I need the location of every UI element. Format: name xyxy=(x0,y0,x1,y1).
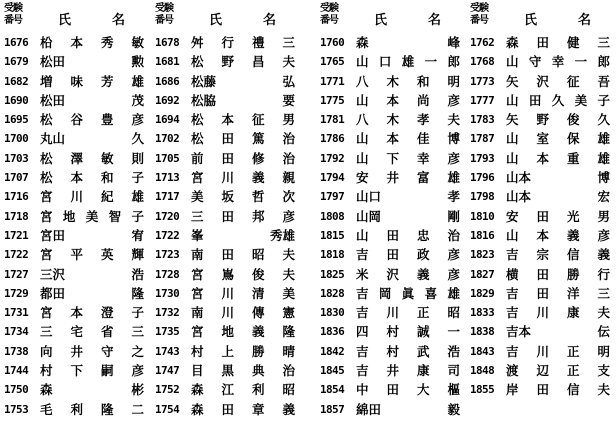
list-item xyxy=(0,322,150,341)
list-item xyxy=(466,303,616,322)
exam-number: 1773 xyxy=(470,74,495,88)
candidate-name: 宮 川 紀 雄 xyxy=(40,189,144,205)
candidate-name: 山 田 久 美 子 xyxy=(506,92,610,108)
candidate-name: 松田 勲 xyxy=(40,54,144,70)
candidate-name: 森 江 利 昭 xyxy=(191,382,295,398)
list-item xyxy=(316,72,466,91)
candidate-name: 矢 野 俊 久 xyxy=(506,112,610,128)
candidate-name: 都田 隆 xyxy=(40,285,144,301)
list-item xyxy=(0,187,150,206)
list-item xyxy=(0,245,150,264)
exam-number: 1752 xyxy=(155,383,180,397)
candidate-name: 宮 平 英 輝 xyxy=(40,247,144,263)
candidate-name: 山岡 剛 xyxy=(356,208,460,224)
candidate-name: 山 本 重 雄 xyxy=(506,150,610,166)
list-item xyxy=(151,207,301,226)
list-item xyxy=(316,91,466,110)
given-name-header: 名 xyxy=(578,13,592,28)
exam-number: 1796 xyxy=(470,171,495,185)
list-item xyxy=(0,149,150,168)
exam-number: 1694 xyxy=(155,113,180,127)
result-column-3 xyxy=(316,0,466,421)
exam-number: 1747 xyxy=(155,364,180,378)
candidate-name: 吉 川 康 夫 xyxy=(506,305,610,321)
list-item xyxy=(466,72,616,91)
candidate-name: 吉 川 正 明 xyxy=(506,343,610,359)
exam-number: 1692 xyxy=(155,93,180,107)
candidate-name: 舛 行 禮 三 xyxy=(191,35,295,50)
exam-number: 1857 xyxy=(320,402,345,416)
list-item xyxy=(466,265,616,284)
surname-header: 氏 xyxy=(58,13,72,28)
candidate-name: 三沢 浩 xyxy=(40,266,144,282)
list-item xyxy=(316,226,466,245)
candidate-name: 毛 利 隆 二 xyxy=(40,401,144,417)
exam-number-header xyxy=(155,3,173,27)
candidate-name: 村 下 嗣 彦 xyxy=(40,363,144,379)
list-item xyxy=(0,342,150,361)
exam-number: 1816 xyxy=(470,228,495,242)
exam-number: 1833 xyxy=(470,306,495,320)
exam-number: 1855 xyxy=(470,383,495,397)
exam-number-header xyxy=(320,3,338,27)
list-item xyxy=(0,284,150,303)
candidate-name: 八 木 和 明 xyxy=(356,73,460,89)
list-item xyxy=(151,322,301,341)
list-item xyxy=(151,380,301,399)
candidate-name: 中 田 大 樞 xyxy=(356,382,460,398)
candidate-name: 八 木 孝 夫 xyxy=(356,112,460,128)
exam-number: 1768 xyxy=(470,55,495,69)
candidate-name: 四 村 誠 一 xyxy=(356,324,460,340)
exam-number: 1713 xyxy=(155,171,180,185)
exam-number: 1743 xyxy=(155,344,180,358)
exam-number: 1765 xyxy=(320,55,345,69)
list-item xyxy=(0,265,150,284)
list-item xyxy=(316,187,466,206)
exam-number: 1679 xyxy=(4,55,29,69)
result-list xyxy=(316,33,466,419)
exam-number: 1808 xyxy=(320,209,345,223)
candidate-name: 松脇 要 xyxy=(191,92,295,108)
list-item xyxy=(0,52,150,71)
exam-number: 1762 xyxy=(470,36,495,49)
exam-number: 1753 xyxy=(4,402,29,416)
exam-number: 1686 xyxy=(155,74,180,88)
candidate-name: 峯 秀雄 xyxy=(191,227,295,243)
exam-number: 1681 xyxy=(155,55,180,69)
candidate-name: 山本 博 xyxy=(506,170,610,186)
candidate-name: 三 宅 省 三 xyxy=(40,324,144,340)
list-item xyxy=(466,168,616,187)
candidate-name: 吉 岡 眞 喜 雄 xyxy=(356,285,460,301)
exam-number-header-line1: 受験 xyxy=(155,3,173,14)
list-item xyxy=(316,33,466,52)
candidate-name: 増 味 芳 雄 xyxy=(40,73,144,89)
exam-number: 1676 xyxy=(4,36,29,49)
exam-number: 1722 xyxy=(4,248,29,262)
candidate-name: 宮 川 義 親 xyxy=(191,170,295,186)
exam-number: 1825 xyxy=(320,267,345,281)
candidate-name: 目 黒 典 治 xyxy=(191,363,295,379)
list-item xyxy=(316,110,466,129)
list-item xyxy=(0,380,150,399)
candidate-name: 南 川 傳 憲 xyxy=(191,305,295,321)
candidate-name: 森 田 健 三 xyxy=(506,35,610,50)
exam-number: 1810 xyxy=(470,209,495,223)
candidate-name: 吉 川 正 昭 xyxy=(356,305,460,321)
list-item xyxy=(151,187,301,206)
list-item xyxy=(0,72,150,91)
candidate-name: 松 本 和 子 xyxy=(40,170,144,186)
candidate-name: 松 野 昌 夫 xyxy=(191,54,295,70)
exam-number: 1777 xyxy=(470,93,495,107)
list-item xyxy=(466,245,616,264)
candidate-name: 前 田 修 治 xyxy=(191,150,295,166)
exam-number: 1754 xyxy=(155,402,180,416)
list-item xyxy=(0,129,150,148)
candidate-name: 松 谷 豊 彦 xyxy=(40,112,144,128)
candidate-name: 山 室 保 雄 xyxy=(506,131,610,147)
exam-number: 1716 xyxy=(4,190,29,204)
exam-number: 1830 xyxy=(320,306,345,320)
exam-number: 1792 xyxy=(320,151,345,165)
list-item xyxy=(466,226,616,245)
candidate-name: 矢 沢 征 吾 xyxy=(506,73,610,89)
exam-number: 1843 xyxy=(470,344,495,358)
exam-number: 1682 xyxy=(4,74,29,88)
column-header xyxy=(466,2,616,30)
candidate-name: 山 本 尚 彦 xyxy=(356,92,460,108)
surname-header: 氏 xyxy=(374,13,388,28)
list-item xyxy=(151,91,301,110)
candidate-name: 山口 孝 xyxy=(356,189,460,205)
exam-number: 1775 xyxy=(320,93,345,107)
candidate-name: 吉 宗 信 義 xyxy=(506,247,610,263)
candidate-name: 吉 井 康 司 xyxy=(356,363,460,379)
candidate-name: 柗 本 秀 敏 xyxy=(40,35,144,50)
result-column-2 xyxy=(151,0,301,421)
candidate-name: 宮 地 義 隆 xyxy=(191,324,295,340)
list-item xyxy=(151,33,301,52)
candidate-name: 吉 田 政 彦 xyxy=(356,247,460,263)
exam-number: 1720 xyxy=(155,209,180,223)
candidate-name: 南 田 昭 夫 xyxy=(191,247,295,263)
exam-number: 1729 xyxy=(4,286,29,300)
exam-number: 1783 xyxy=(470,113,495,127)
surname-header: 氏 xyxy=(524,13,538,28)
exam-number: 1732 xyxy=(155,306,180,320)
list-item xyxy=(0,361,150,380)
candidate-name: 森 彬 xyxy=(40,382,144,398)
list-item xyxy=(466,322,616,341)
list-item xyxy=(151,129,301,148)
exam-number-header xyxy=(470,3,488,27)
exam-number: 1838 xyxy=(470,325,495,339)
exam-number: 1702 xyxy=(155,132,180,146)
exam-number: 1735 xyxy=(155,325,180,339)
given-name-header: 名 xyxy=(428,13,442,28)
candidate-name: 綿田 毅 xyxy=(356,401,460,417)
list-item xyxy=(316,342,466,361)
list-item xyxy=(466,361,616,380)
candidate-name: 向 井 守 之 xyxy=(40,343,144,359)
exam-number: 1750 xyxy=(4,383,29,397)
list-item xyxy=(151,284,301,303)
exam-number: 1760 xyxy=(320,36,345,49)
exam-number-header-line1: 受験 xyxy=(320,3,338,14)
list-item xyxy=(316,245,466,264)
exam-number: 1854 xyxy=(320,383,345,397)
candidate-name: 岸 田 信 夫 xyxy=(506,382,610,398)
list-item xyxy=(316,207,466,226)
list-item xyxy=(151,72,301,91)
exam-number: 1695 xyxy=(4,113,29,127)
list-item xyxy=(466,342,616,361)
candidate-name: 吉 田 洋 三 xyxy=(506,285,610,301)
result-list xyxy=(151,33,301,419)
column-header xyxy=(0,2,150,30)
exam-number: 1842 xyxy=(320,344,345,358)
exam-number: 1827 xyxy=(470,267,495,281)
list-item xyxy=(466,207,616,226)
candidate-name: 松藤 弘 xyxy=(191,73,295,89)
exam-number: 1828 xyxy=(320,286,345,300)
list-item xyxy=(466,129,616,148)
exam-number: 1786 xyxy=(320,132,345,146)
candidate-name: 米 沢 義 彦 xyxy=(356,266,460,282)
candidate-name: 渡 辺 正 支 xyxy=(506,363,610,379)
list-item xyxy=(316,52,466,71)
exam-number: 1798 xyxy=(470,190,495,204)
candidate-name: 山 田 忠 治 xyxy=(356,227,460,243)
list-item xyxy=(316,168,466,187)
list-item xyxy=(0,207,150,226)
list-item xyxy=(151,303,301,322)
candidate-name: 安 田 光 男 xyxy=(506,208,610,224)
exam-number: 1705 xyxy=(155,151,180,165)
list-item xyxy=(0,400,150,419)
result-column-1 xyxy=(0,0,150,421)
list-item xyxy=(0,33,150,52)
candidate-name: 丸山 久 xyxy=(40,131,144,147)
candidate-name: 山本 宏 xyxy=(506,189,610,205)
list-item xyxy=(316,265,466,284)
candidate-name: 松 田 篤 治 xyxy=(191,131,295,147)
exam-number-header xyxy=(4,3,22,27)
list-item xyxy=(151,245,301,264)
candidate-name: 吉 村 武 浩 xyxy=(356,343,460,359)
exam-number: 1836 xyxy=(320,325,345,339)
exam-number: 1727 xyxy=(4,267,29,281)
exam-number: 1700 xyxy=(4,132,29,146)
list-item xyxy=(0,168,150,187)
list-item xyxy=(151,400,301,419)
exam-number: 1829 xyxy=(470,286,495,300)
exam-number: 1823 xyxy=(470,248,495,262)
candidate-name: 森 田 章 義 xyxy=(191,401,295,417)
candidate-name: 美 坂 哲 次 xyxy=(191,189,295,205)
list-item xyxy=(466,380,616,399)
candidate-name: 宮 地 美 智 子 xyxy=(40,208,144,224)
result-column-4 xyxy=(466,0,616,421)
exam-number-header-line1: 受験 xyxy=(4,3,22,14)
list-item xyxy=(466,91,616,110)
exam-number-header-line2: 番号 xyxy=(155,15,173,26)
list-item xyxy=(466,33,616,52)
candidate-name: 山 守 幸 一 郎 xyxy=(506,54,610,70)
candidate-name: 村 上 勝 晴 xyxy=(191,343,295,359)
exam-number: 1723 xyxy=(155,248,180,262)
surname-header: 氏 xyxy=(209,13,223,28)
list-item xyxy=(151,361,301,380)
list-item xyxy=(316,284,466,303)
list-item xyxy=(151,149,301,168)
candidate-name: 山 本 義 彦 xyxy=(506,227,610,243)
list-item xyxy=(466,110,616,129)
candidate-name: 宮 川 清 美 xyxy=(191,285,295,301)
column-header xyxy=(151,2,301,30)
exam-number-header-line2: 番号 xyxy=(4,15,22,26)
exam-number: 1744 xyxy=(4,364,29,378)
candidate-name: 宮 嶌 俊 夫 xyxy=(191,266,295,282)
list-item xyxy=(316,129,466,148)
exam-number: 1738 xyxy=(4,344,29,358)
list-item xyxy=(151,342,301,361)
list-item xyxy=(316,380,466,399)
exam-number: 1730 xyxy=(155,286,180,300)
candidate-name: 吉本 伝 xyxy=(506,324,610,340)
candidate-name: 山 下 幸 彦 xyxy=(356,150,460,166)
exam-number: 1717 xyxy=(155,190,180,204)
exam-number: 1797 xyxy=(320,190,345,204)
exam-number: 1728 xyxy=(155,267,180,281)
candidate-name: 山 口 雄 一 郎 xyxy=(356,54,460,70)
candidate-name: 宮 本 澄 子 xyxy=(40,305,144,321)
exam-number: 1793 xyxy=(470,151,495,165)
result-list xyxy=(466,33,616,400)
exam-number: 1845 xyxy=(320,364,345,378)
candidate-name: 三 田 邦 彦 xyxy=(191,208,295,224)
column-header xyxy=(316,2,466,30)
list-item xyxy=(0,91,150,110)
exam-number: 1771 xyxy=(320,74,345,88)
candidate-name: 松田 茂 xyxy=(40,92,144,108)
candidate-name: 松 澤 敏 則 xyxy=(40,150,144,166)
list-item xyxy=(316,322,466,341)
candidate-name: 森 峰 xyxy=(356,35,460,50)
exam-number: 1722 xyxy=(155,228,180,242)
exam-number: 1690 xyxy=(4,93,29,107)
list-item xyxy=(151,110,301,129)
exam-number: 1718 xyxy=(4,209,29,223)
exam-number: 1731 xyxy=(4,306,29,320)
list-item xyxy=(316,361,466,380)
list-item xyxy=(316,149,466,168)
candidate-name: 山 本 佳 博 xyxy=(356,131,460,147)
list-item xyxy=(0,110,150,129)
list-item xyxy=(466,52,616,71)
list-item xyxy=(466,149,616,168)
exam-number: 1848 xyxy=(470,364,495,378)
exam-number: 1794 xyxy=(320,171,345,185)
list-item xyxy=(151,52,301,71)
candidate-name: 宮田 宥 xyxy=(40,227,144,243)
list-item xyxy=(316,400,466,419)
list-item xyxy=(151,265,301,284)
exam-number: 1815 xyxy=(320,228,345,242)
list-item xyxy=(151,168,301,187)
list-item xyxy=(466,284,616,303)
result-list xyxy=(0,33,150,419)
given-name-header: 名 xyxy=(263,13,277,28)
exam-number: 1678 xyxy=(155,36,180,49)
exam-number: 1787 xyxy=(470,132,495,146)
exam-number: 1781 xyxy=(320,113,345,127)
exam-number-header-line2: 番号 xyxy=(320,15,338,26)
list-item xyxy=(466,187,616,206)
list-item xyxy=(0,226,150,245)
exam-number: 1818 xyxy=(320,248,345,262)
exam-number: 1707 xyxy=(4,171,29,185)
exam-number: 1721 xyxy=(4,228,29,242)
list-item xyxy=(151,226,301,245)
list-item xyxy=(316,303,466,322)
list-item xyxy=(0,303,150,322)
candidate-name: 安 井 富 雄 xyxy=(356,170,460,186)
candidate-name: 横 田 勝 行 xyxy=(506,266,610,282)
exam-number-header-line2: 番号 xyxy=(470,15,488,26)
exam-number: 1734 xyxy=(4,325,29,339)
exam-number: 1703 xyxy=(4,151,29,165)
given-name-header: 名 xyxy=(112,13,126,28)
exam-number-header-line1: 受験 xyxy=(470,3,488,14)
candidate-name: 松 本 征 男 xyxy=(191,112,295,128)
